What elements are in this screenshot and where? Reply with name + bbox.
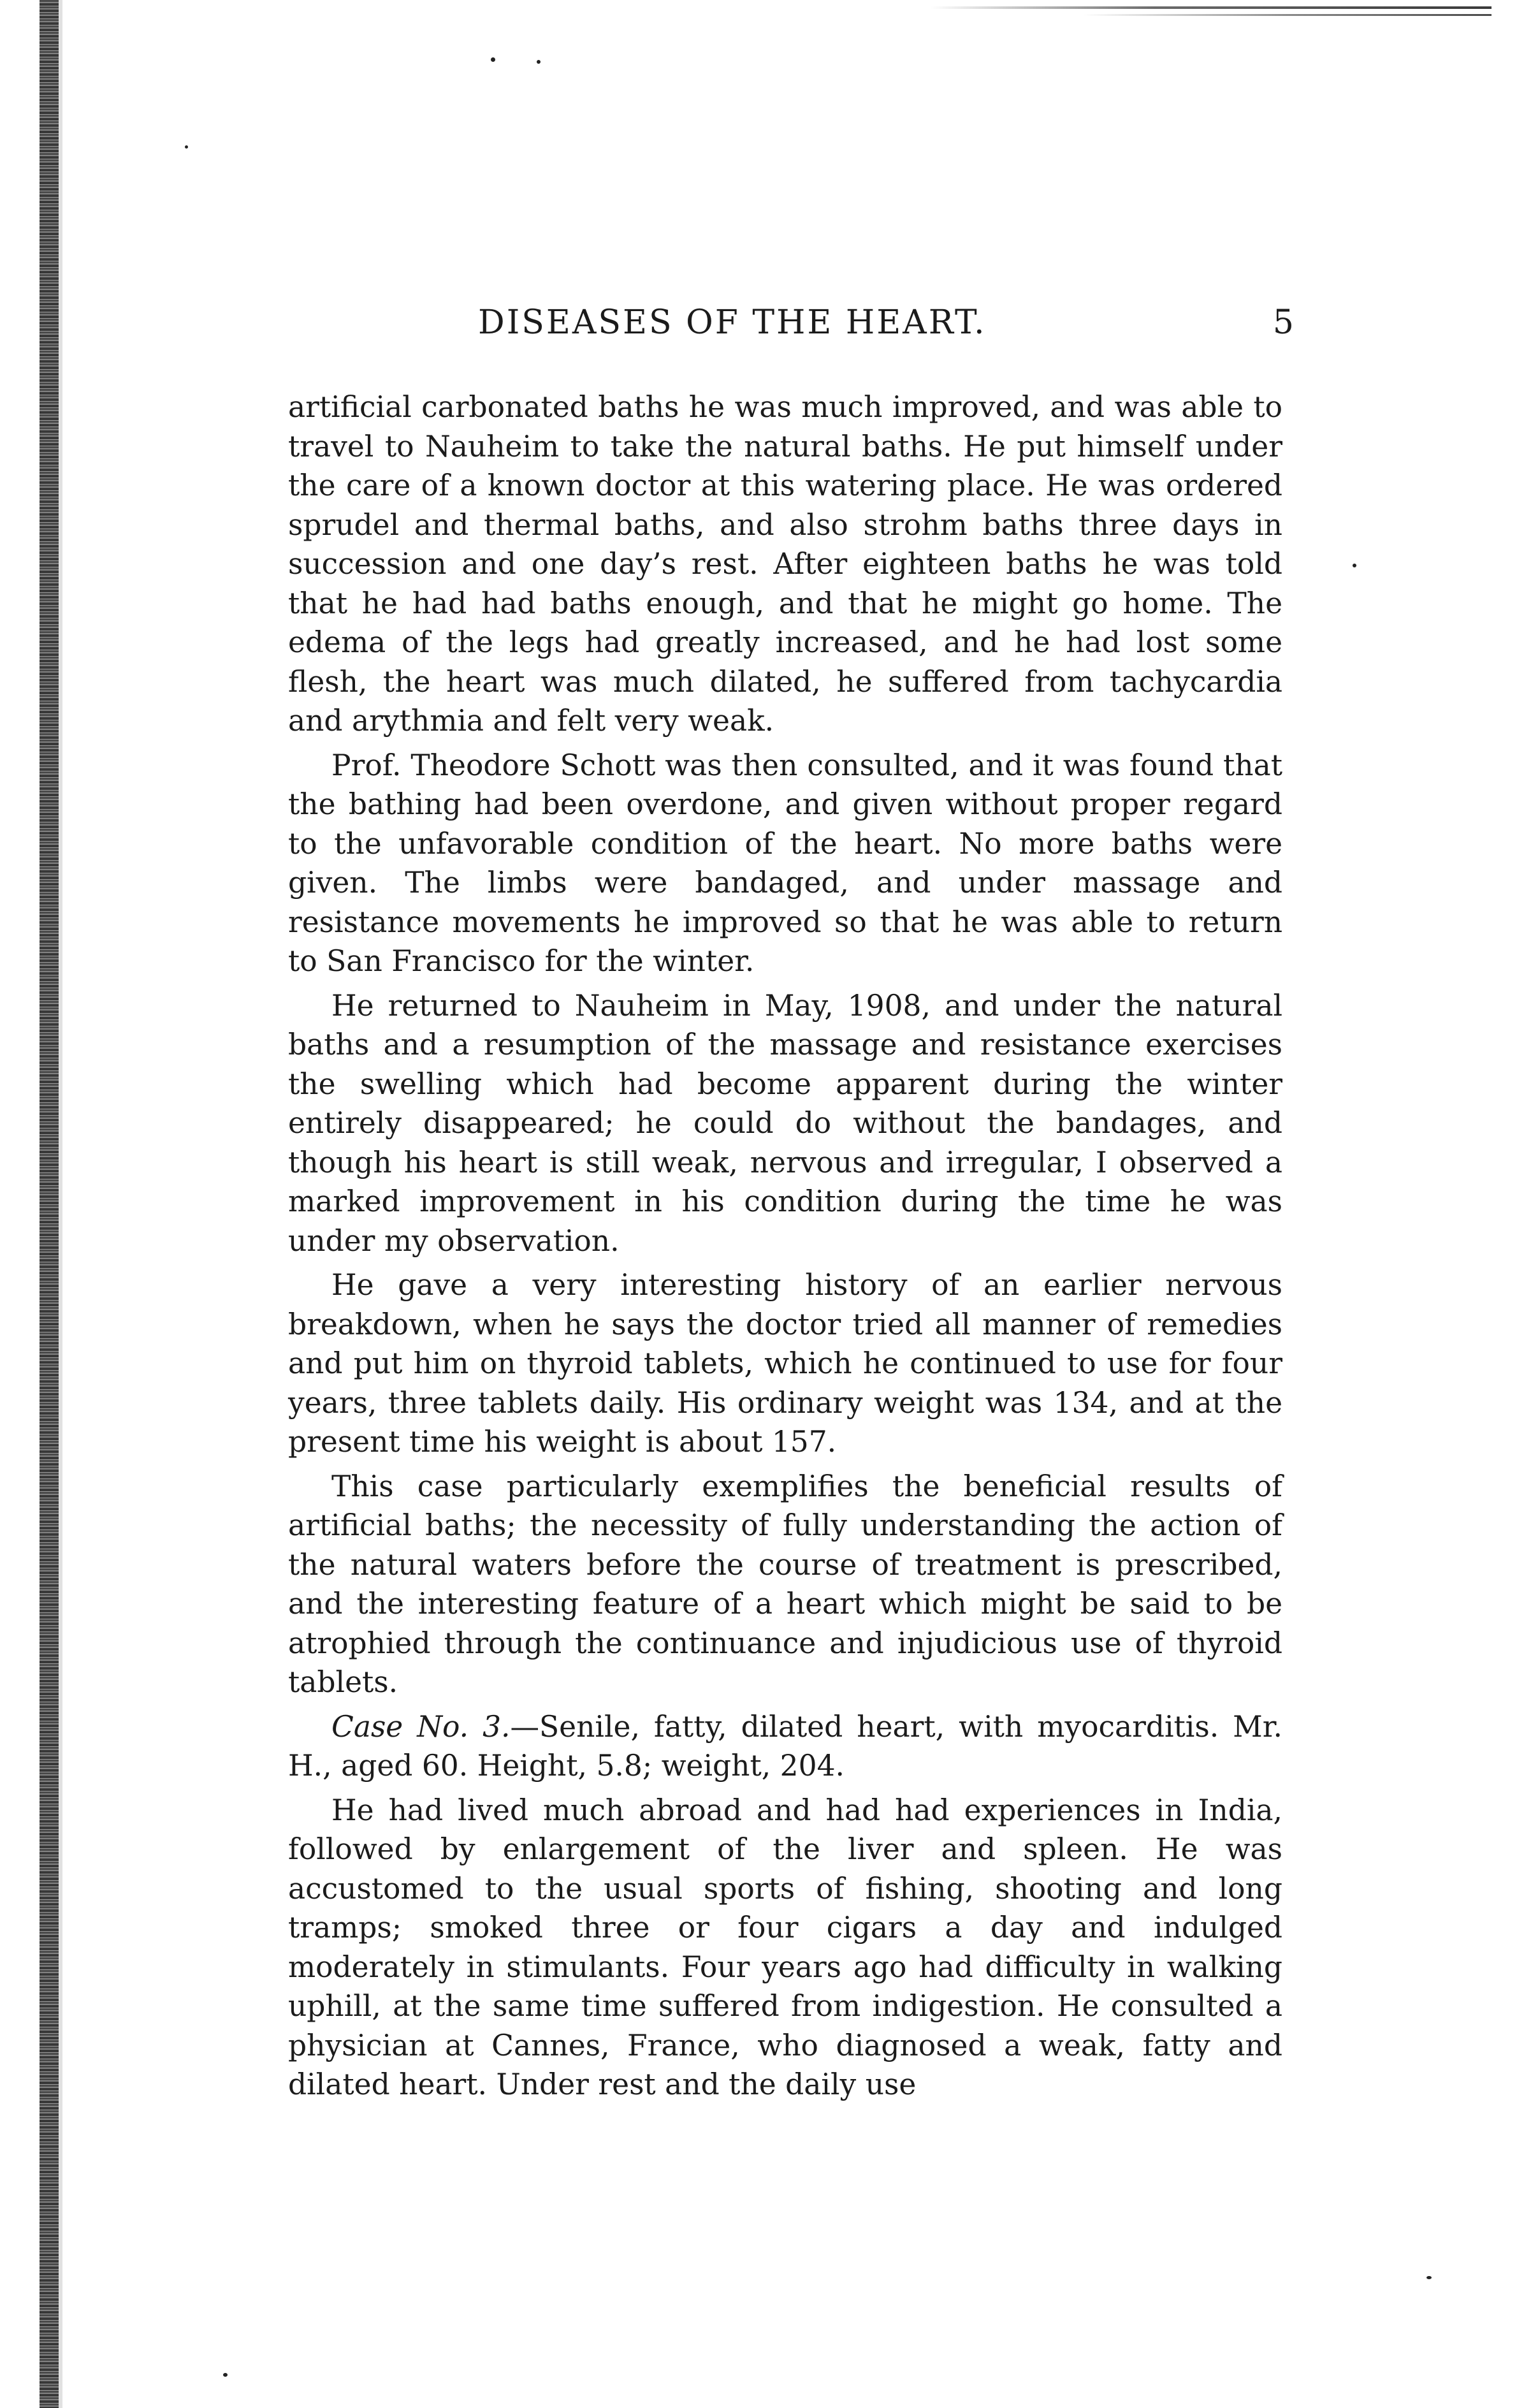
paragraph-text: He returned to Nauheim in May, 1908, and under the natural baths and a resumption of the massage and resistance exercises the swelling which had become apparent during the winter entirely disappeared; he could do without the bandages, and though his heart is still weak, nervous and irregular, I observed a marked improvement in his condition during the time he was under my observation. [288, 988, 1282, 1258]
paragraph [288, 1266, 1282, 1462]
paragraph-text: This case particularly exemplifies the beneficial results of artificial baths; the necessity of fully understanding the action of the natural waters before the course of treatment is prescribed, and the interesting feature of a heart which might be said to be atrophied through the continuance and injudicious use of thyroid tablets. [288, 1469, 1282, 1699]
paragraph-text: Prof. Theodore Schott was then consulted, and it was found that the bathing had been overdone, and given without proper regard to the unfavorable condition of the heart. No more baths were given. The limbs were bandaged, and under massage and resistance movements he improved so that he was able to return to San Francisco for the winter. [288, 748, 1282, 978]
scan-speck [1426, 2276, 1432, 2279]
scan-top-rule-secondary [1084, 14, 1492, 16]
paragraph-text: He gave a very interesting history of an earlier nervous breakdown, when he says the doctor tried all manner of remedies and put him on thyroid tablets, which he continued to use for four years, three tablets daily. His ordinary weight was 134, and at the present time his weight is about 157. [288, 1268, 1282, 1459]
scan-speck [223, 2373, 228, 2377]
page-header [478, 303, 1294, 354]
scan-speck [537, 60, 541, 64]
paragraph [288, 986, 1282, 1261]
scan-speck [491, 57, 495, 62]
scan-binding-edge [40, 0, 59, 2408]
paragraph [288, 388, 1282, 741]
paragraph [288, 746, 1282, 981]
case-heading-paragraph [288, 1707, 1282, 1786]
paragraph-text: artificial carbonated baths he was much improved, and was able to travel to Nauheim to take the natural baths. He put himself under the care of a known doctor at this watering place. He was ordered sprudel and thermal baths, and also strohm baths three days in succession and one day’s rest. After eighteen baths he was told that he had had baths enough, and that he might go home. The edema of the legs had greatly increased, and he had lost some flesh, the heart was much dilated, he suffered from tachycardia and arythmia and felt very weak. [288, 390, 1282, 738]
case-label: Case No. 3. [331, 1709, 511, 1744]
scan-speck [1353, 564, 1356, 567]
running-head: DISEASES OF THE HEART. [478, 303, 987, 342]
paragraph-text: He had lived much abroad and had had experiences in India, followed by enlargement of the liver and spleen. He was accustomed to the usual sports of fishing, shooting and long tramps; smoked three or four cigars a day and indulged moderately in stimulants. Four years ago had difficulty in walking uphill, at the same time suffered from indigestion. He consulted a physician at Cannes, France, who diagnosed a weak, fatty and dilated heart. Under rest and the daily use [288, 1793, 1282, 2101]
paragraph [288, 1467, 1282, 1702]
paragraph-text: —Senile, fatty, dilated heart, with myocarditis. Mr. H., aged 60. Height, 5.8; weight, 204. [288, 1709, 1282, 1783]
scan-binding-shadow [59, 0, 62, 2408]
page-number: 5 [1272, 303, 1294, 342]
body-text [288, 388, 1282, 2105]
scan-top-rule [931, 6, 1492, 9]
paragraph [288, 1791, 1282, 2105]
scan-speck [185, 145, 188, 149]
